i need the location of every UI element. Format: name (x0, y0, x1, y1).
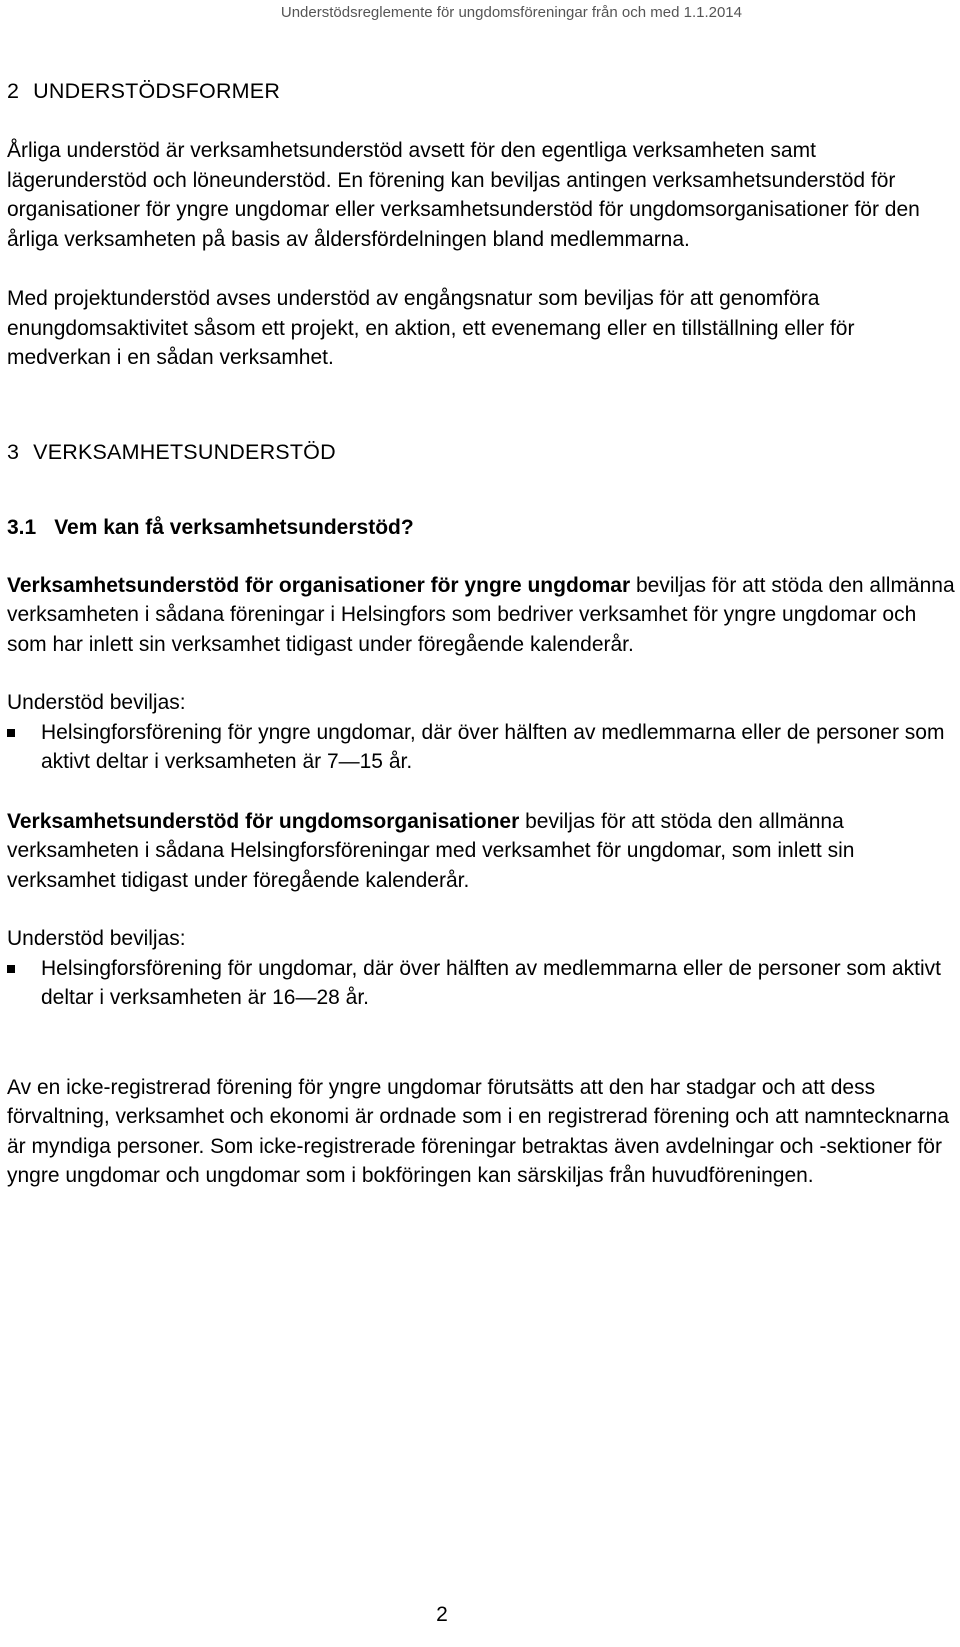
section-number: 3 (7, 439, 20, 464)
subsection-title: Vem kan få verksamhetsunderstöd? (54, 515, 414, 539)
section-title: VERKSAMHETSUNDERSTÖD (33, 439, 336, 464)
section-title: UNDERSTÖDSFORMER (33, 79, 281, 103)
block-2-granted-label: Understöd beviljas: (7, 927, 186, 950)
document-body (7, 76, 957, 1191)
section-2-heading (7, 76, 957, 106)
block-2-bold-term: Verksamhetsunderstöd för ungdomsorganisationer (7, 809, 520, 833)
square-bullet-icon (7, 965, 15, 973)
block-1-bullet-item (7, 718, 957, 777)
block-2-paragraph (7, 807, 957, 896)
block-2-text: beviljas för att stöda den allmänna verksamheten i sådana Helsingforsföreningar med verksamhet för ungdomar, som inlett sin verksamhet tidigast under föregående kalenderår. (7, 809, 855, 892)
running-header: Understödsreglemente för ungdomsföreningar från och med 1.1.2014 (280, 4, 742, 21)
block-1-bold-term: Verksamhetsunderstöd för organisationer för yngre ungdomar (7, 573, 631, 597)
block-1-text: beviljas för att stöda den allmänna verksamheten i sådana föreningar i Helsingfors som bedriver verksamhet för yngre ungdomar och som har inlett sin verksamhet tidigast under föregående kalenderår. (7, 573, 955, 656)
square-bullet-icon (7, 729, 15, 737)
section-2-paragraph-2: Med projektunderstöd avses understöd av engångsnatur som beviljas för att genomföra enungdomsaktivitet såsom ett projekt, en aktion, ett evenemang eller en tillställning eller för medverkan i en sådan verksamhet. (7, 287, 855, 369)
block-1-granted-label: Understöd beviljas: (7, 691, 186, 714)
subsection-3-1-heading (7, 513, 957, 543)
subsection-number: 3.1 (7, 515, 37, 539)
block-2-bullet-item (7, 954, 957, 1013)
section-2-paragraph-1: Årliga understöd är verksamhetsunderstöd avsett för den egentliga verksamheten samt lägerunderstöd och löneunderstöd. En förening kan beviljas antingen verksamhetsunderstöd för organisationer för yngre ungdomar eller verksamhetsunderstöd för ungdomsorganisationer för den årliga verksamheten på basis av åldersfördelningen bland medlemmarna. (7, 139, 920, 251)
section-number: 2 (7, 79, 20, 103)
bullet-text: Helsingforsförening för yngre ungdomar, där över hälften av medlemmarna eller de personer som aktivt deltar i verksamheten är 7—15 år. (41, 720, 945, 773)
section-3-heading (7, 437, 957, 467)
page-number: 2 (436, 1603, 448, 1626)
block-1-paragraph (7, 571, 957, 660)
unregistered-association-paragraph: Av en icke-registrerad förening för yngre ungdomar förutsätts att den har stadgar och att dess förvaltning, verksamhet och ekonomi är ordnade som i en registrerad förening och att namntecknarna är myndiga personer. Som icke-registrerade föreningar betraktas även avdelningar och -sektioner för yngre ungdomar och ungdomar som i bokföringen kan särskiljas från huvudföreningen. (7, 1075, 950, 1187)
bullet-text: Helsingforsförening för ungdomar, där över hälften av medlemmarna eller de personer som aktivt deltar i verksamheten är 16—28 år. (41, 956, 941, 1009)
